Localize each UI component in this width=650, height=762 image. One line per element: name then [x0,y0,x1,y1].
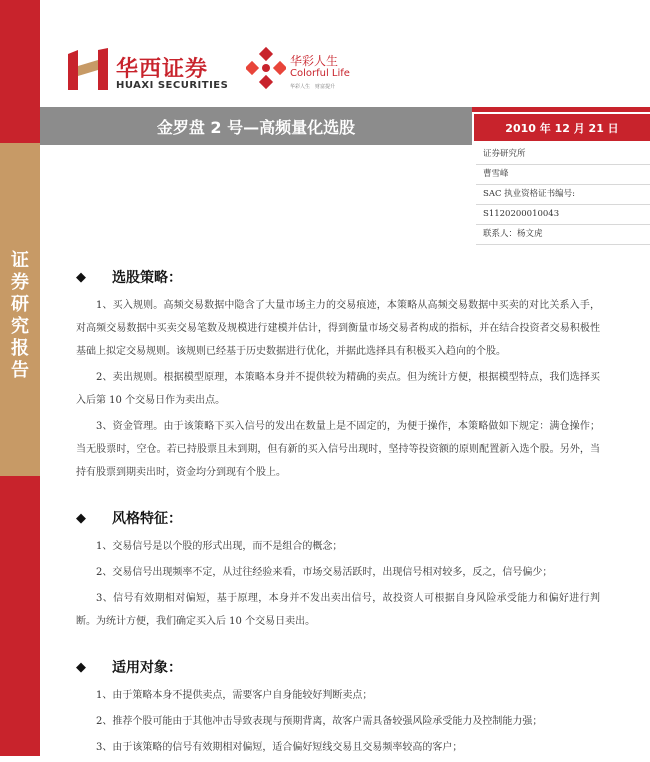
huacai-logo-name: 华彩人生 [290,54,339,68]
diamond-bullet-icon: ◆ [76,510,86,526]
diamond-bullet-icon: ◆ [76,659,86,675]
paragraph: 2、交易信号出现频率不定，从过往经验来看，市场交易活跃时，出现信号相对较多，反之，信号偏少； [96,567,553,578]
sidebar-char: 研 [11,294,29,315]
date-accent-line [472,107,650,112]
sidebar-char: 证 [11,250,29,271]
paragraph: 1、买入规则。高频交易数据中隐含了大量市场主力的交易痕迹，本策略从高频交易数据中买卖的对比关系入手，对高频交易数据中买卖交易笔数及规模进行建模并估计，得到衡量市场交易者构成的指标，并在结合投资者交易积极性基础上拟定交易规则。该规则已经基于历史数据进行优化，并据此选择具有积极买入趋向的个股。 [76,300,600,357]
report-body [76,260,600,762]
section-target-clients [76,650,600,759]
paragraph: 2、卖出规则。根据模型原理，本策略本身并不提供较为精确的卖点。但为统计方便，根据模型特点，我们选择买入后第 10 个交易日作为卖出点。 [76,372,600,406]
huaxi-logo-name: 华西证券 [116,57,209,82]
paragraph: 3、信号有效期相对偏短，基于原理，本身并不发出卖出信号，故投资人可根据自身风险承受能力和偏好进行判断。为统计方便，我们确定买入后 10 个交易日卖出。 [76,593,600,627]
contact-person: 联系人：杨文虎 [476,225,650,245]
report-title-bar [40,107,472,145]
sidebar-char: 究 [11,316,29,337]
section-style-features [76,501,600,633]
section-heading: ◆ 适用对象： [76,659,182,676]
sac-number: S1120200010043 [476,205,650,225]
report-title: 金罗盘 2 号—高频量化选股 [156,117,356,137]
sidebar-char: 报 [11,338,29,359]
analyst-name: 曹雪峰 [476,165,650,185]
diamond-bullet-icon: ◆ [76,269,86,285]
sidebar-top-bar [0,0,40,143]
huaxi-logo-english: HUAXI SECURITIES [116,80,229,91]
sac-label: SAC 执业资格证书编号: [476,185,650,205]
paragraph: 3、资金管理。由于该策略下买入信号的发出在数量上是不固定的，为便于操作，本策略做如下规定：满仓操作；当无股票时，空仓。若已持股票且未到期，但有新的买入信号出现时，坚持等投资额的原则配置新入选个股。另外，当持有股票到期卖出时，资金均分到现有个股上。 [76,421,600,478]
sidebar-report-type [0,250,40,382]
sidebar-char: 券 [11,272,29,293]
huaxi-logo-icon [68,48,110,92]
research-institute: 证券研究所 [476,145,650,165]
paragraph: 3、由于该策略的信号有效期相对偏短，适合偏好短线交易且交易频率较高的客户； [96,742,463,753]
analyst-info [476,145,650,245]
section-stock-selection [76,260,600,484]
huacai-logo-tagline: 华彩人生 财富提升 [290,84,336,90]
report-date: 2010 年 12 月 21 日 [474,114,650,141]
section-heading: ◆ 风格特征： [76,510,182,527]
paragraph: 1、交易信号是以个股的形式出现，而不是组合的概念； [96,541,343,552]
sidebar-char: 告 [11,360,29,381]
huacai-logo-icon [246,46,286,90]
paragraph: 2、推荐个股可能由于其他冲击导致表现与预期背离，故客户需具备较强风险承受能力及控制能力强； [96,716,543,727]
huacai-logo-english: Colorful Life [290,68,350,79]
section-heading: ◆ 选股策略： [76,269,182,286]
sidebar-bottom-bar [0,476,40,756]
paragraph: 1、由于策略本身不提供卖点，需要客户自身能较好判断卖点； [96,690,373,701]
